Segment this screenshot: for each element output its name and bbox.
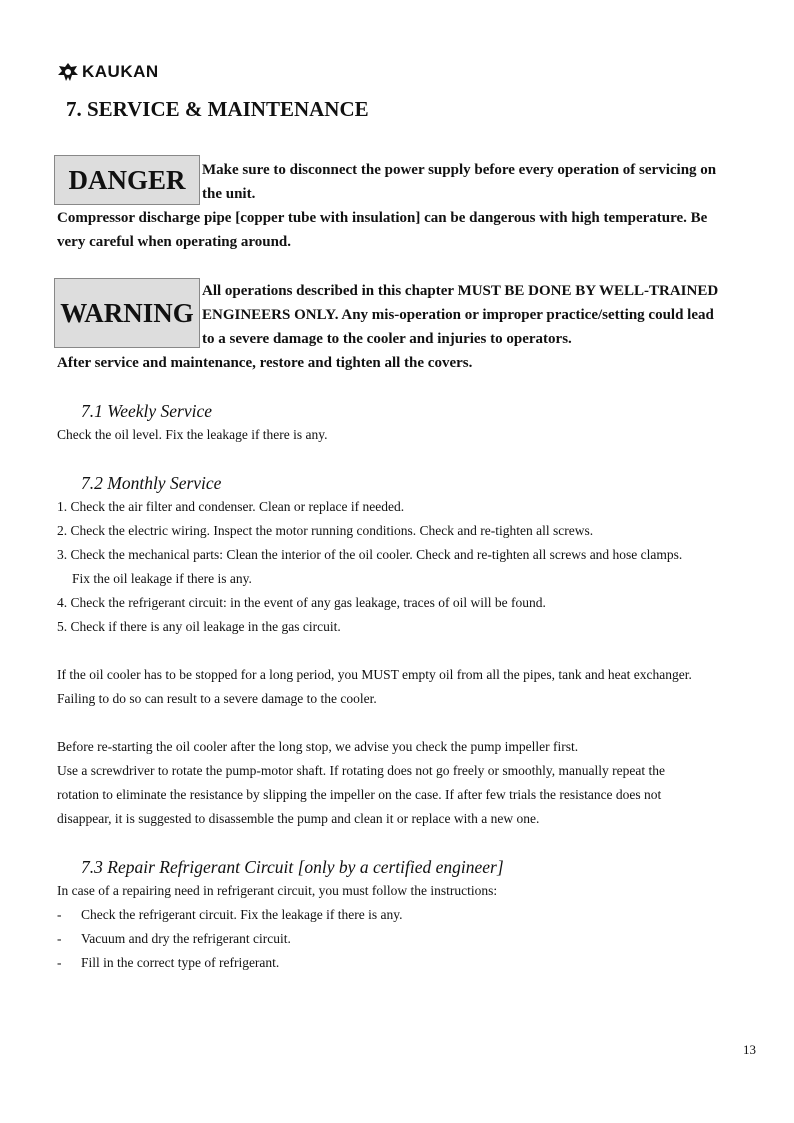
warning-line: After service and maintenance, restore and tighten all the covers.: [57, 355, 473, 371]
page-number: 13: [743, 1042, 756, 1057]
warning-line: to a severe damage to the cooler and injuries to operators.: [202, 331, 572, 347]
restart-paragraph: Use a screwdriver to rotate the pump-motor shaft. If rotating does not go freely or smoothly, manually repeat the: [57, 763, 665, 778]
monthly-item: 2. Check the electric wiring. Inspect the motor running conditions. Check and re-tighten all screws.: [57, 523, 594, 538]
monthly-item: 4. Check the refrigerant circuit: in the event of any gas leakage, traces of oil will be found.: [57, 595, 546, 610]
long-stop-paragraph: Failing to do so can result to a severe damage to the cooler.: [57, 691, 377, 706]
danger-line: the unit.: [202, 186, 256, 202]
repair-item: Check the refrigerant circuit. Fix the leakage if there is any.: [81, 907, 403, 922]
warning-line: ENGINEERS ONLY. Any mis-operation or improper practice/setting could lead: [202, 307, 714, 323]
restart-paragraph: disappear, it is suggested to disassemble the pump and clean it or replace with a new one.: [57, 811, 540, 826]
section-heading-repair: 7.3 Repair Refrigerant Circuit [only by a certified engineer]: [81, 857, 504, 877]
long-stop-paragraph: If the oil cooler has to be stopped for a long period, you MUST empty oil from all the pipes, tank and heat exchanger.: [57, 667, 692, 682]
monthly-item: 5. Check if there is any oil leakage in the gas circuit.: [57, 619, 341, 634]
repair-intro: In case of a repairing need in refrigerant circuit, you must follow the instructions:: [57, 883, 498, 898]
restart-paragraph: rotation to eliminate the resistance by slipping the impeller on the case. If after few trials the resistance does not: [57, 787, 662, 802]
monthly-item: 1. Check the air filter and condenser. Clean or replace if needed.: [57, 499, 405, 514]
repair-item: Vacuum and dry the refrigerant circuit.: [81, 931, 291, 946]
bullet-dash: -: [57, 907, 62, 922]
restart-paragraph: Before re-starting the oil cooler after the long stop, we advise you check the pump impeller first.: [57, 739, 579, 754]
monthly-item-continuation: Fix the oil leakage if there is any.: [72, 571, 252, 586]
logo-text: KAUKAN: [82, 62, 159, 81]
warning-line: All operations described in this chapter MUST BE DONE BY WELL-TRAINED: [202, 283, 719, 299]
section-heading-weekly: 7.1 Weekly Service: [81, 401, 213, 421]
repair-item: Fill in the correct type of refrigerant.: [81, 955, 280, 970]
danger-line: Compressor discharge pipe [copper tube with insulation] can be dangerous with high temperature. Be: [57, 210, 708, 226]
logo-emblem-icon: [57, 62, 79, 82]
bullet-dash: -: [57, 955, 62, 970]
monthly-item: 3. Check the mechanical parts: Clean the interior of the oil cooler. Check and re-tighten all screws and hose clamps.: [57, 547, 683, 562]
company-logo: [57, 60, 159, 84]
bullet-dash: -: [57, 931, 62, 946]
section-heading-monthly: 7.2 Monthly Service: [81, 473, 222, 493]
page-title: 7. SERVICE & MAINTENANCE: [66, 97, 369, 121]
danger-label-box: DANGER: [54, 155, 200, 205]
weekly-text: Check the oil level. Fix the leakage if there is any.: [57, 427, 328, 442]
danger-line: Make sure to disconnect the power supply before every operation of servicing on: [202, 162, 717, 178]
danger-line: very careful when operating around.: [57, 234, 292, 250]
warning-label-box: WARNING: [54, 278, 200, 348]
